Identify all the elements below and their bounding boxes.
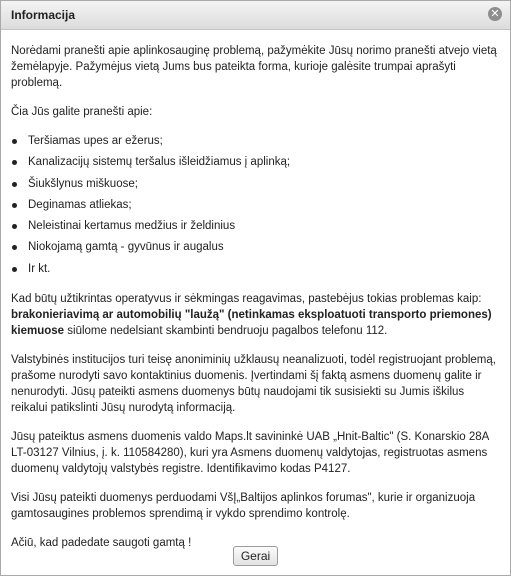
bullet-icon [12,245,17,250]
list-heading: Čia Jūs galite pranešti apie: [11,106,153,118]
list-item: Niokojamą gamtą - gyvūnus ir augalus [11,239,499,260]
thanks-text: Ačiū, kad padedate saugoti gamtą ! [11,537,192,550]
dialog-titlebar[interactable] [1,1,510,30]
list-item: Teršiamas upes ar ežerus; [11,133,499,154]
list-item: Deginamas atliekas; [11,197,499,218]
bullet-icon [12,224,17,229]
issue-list [11,133,499,282]
emergency-highlight: brakonieriavimą ar automobilių "laužą" (netinkamas eksploatuoti transporto priemones) kiemuose [11,309,492,338]
forwarding-text: Visi Jūsų pateikti duomenys perduodami VšĮ„Baltijos aplinkos forumas", kurie ir organizuoja gamtosaugines problemos sprendimą ir vykdo sprendimo kontrolę. [11,492,476,521]
bullet-icon [12,203,17,208]
dialog-content [11,43,499,564]
list-item: Ir kt. [11,261,499,282]
bullet-icon [12,139,17,144]
list-item: Neleistinai kertamus medžius ir želdinius [11,218,499,239]
emergency-text: Kad būtų užtikrintas operatyvus ir sėkmingas reagavimas, pastebėjus tokias problemas kaip: brakonieriavimą ar automobilių "laužą" (netinkamas eksploatuoti transporto priemones) kiemuose siūlome nedelsiant skambinti bendruoju pagalbos telefonu 112. [11,293,492,338]
bullet-icon [12,267,17,272]
data-controller-text: Jūsų pateiktus asmens duomenis valdo Maps.lt savininkė UAB „Hnit-Baltic" (S. Konarskio 28A LT-03127 Vilnius, į. k. 110584280), kuri yra Asmens duomenų valdytojas, registruotas asmens duomenų valdytojų valstybės registre. Identifikavimo kodas P4127. [11,431,489,476]
dialog-title: Informacija [11,8,76,22]
list-item: Kanalizacijų sistemų teršalus išleidžiamus į aplinką; [11,154,499,175]
dialog-footer [1,546,510,566]
ok-button[interactable]: Gerai [233,546,278,566]
intro-text: Norėdami pranešti apie aplinkosauginę problemą, pažymėkite Jūsų norimo pranešti atvejo vietą žemėlapyje. Pažymėjus vietą Jums bus pateikta forma, kurioje galėsite trumpai aprašyti problemą. [11,45,497,89]
close-icon[interactable]: ✕ [488,7,502,21]
list-item: Šiukšlynus miškuose; [11,176,499,197]
bullet-icon [12,182,17,187]
anonymous-text: Valstybinės institucijos turi teisę anoniminių užklausų neanalizuoti, todėl registruojant problemą, prašome nurodyti savo kontaktinius duomenis. Įvertindami šį faktą asmens duomenų galite ir nenurodyti. Jūsų pateikti asmens duomenys būtų naudojami tik susisiekti su Jumis iškilus reikalui patikslinti Jūsų nurodytą informaciją. [11,354,496,415]
bullet-icon [12,160,17,165]
